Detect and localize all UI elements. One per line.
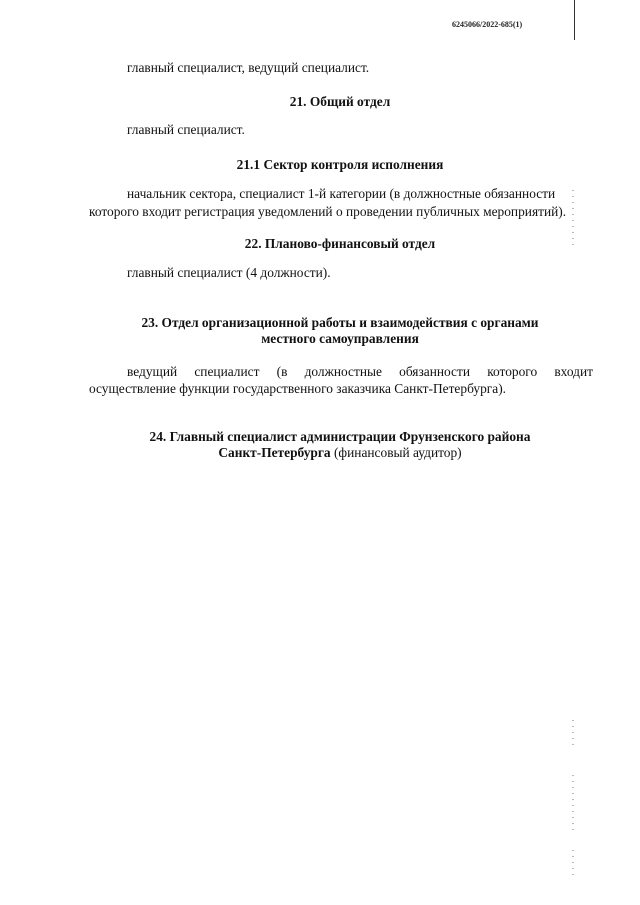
- heading-24-line2: [80, 445, 600, 461]
- paragraph-positions-21: главный специалист.: [127, 122, 245, 137]
- text-line: начальник сектора, специалист 1-й категории (в должностные обязанности: [127, 186, 556, 201]
- heading-24-bold-part: Санкт-Петербурга: [218, 445, 331, 460]
- paragraph-positions-22: главный специалист (4 должности).: [127, 265, 331, 280]
- paragraph-positions-23-line1: ведущий специалист (в должностные обязанности которого входит: [127, 364, 593, 379]
- heading-21-1: 21.1 Сектор контроля исполнения: [236, 157, 444, 172]
- heading-23-line2: местного самоуправления: [261, 331, 419, 346]
- heading-22: 22. Планово-финансовый отдел: [244, 236, 436, 251]
- paragraph-positions-21-1-line2: которого входит регистрация уведомлений о проведении публичных мероприятий).: [89, 204, 567, 219]
- justified-line: [127, 186, 581, 202]
- heading-23-line1: 23. Отдел организационной работы и взаимодействия с органами: [141, 315, 539, 330]
- heading-24-line1: 24. Главный специалист администрации Фрунзенского района: [149, 429, 531, 444]
- paragraph-positions-23-line2: осуществление функции государственного заказчика Санкт-Петербурга).: [89, 381, 507, 396]
- page-edge-line: [574, 0, 575, 40]
- scan-edge-marks: [572, 775, 574, 835]
- paragraph-positions-20: главный специалист, ведущий специалист.: [127, 60, 370, 75]
- paragraph-positions-21-1-line1: [127, 186, 581, 202]
- document-number: 6245066/2022-685(1): [452, 20, 523, 29]
- scan-edge-marks: [572, 850, 574, 880]
- scan-edge-marks: [572, 720, 574, 750]
- heading-24-normal-part: (финансовый аудитор): [330, 445, 462, 460]
- heading-21: 21. Общий отдел: [289, 94, 391, 109]
